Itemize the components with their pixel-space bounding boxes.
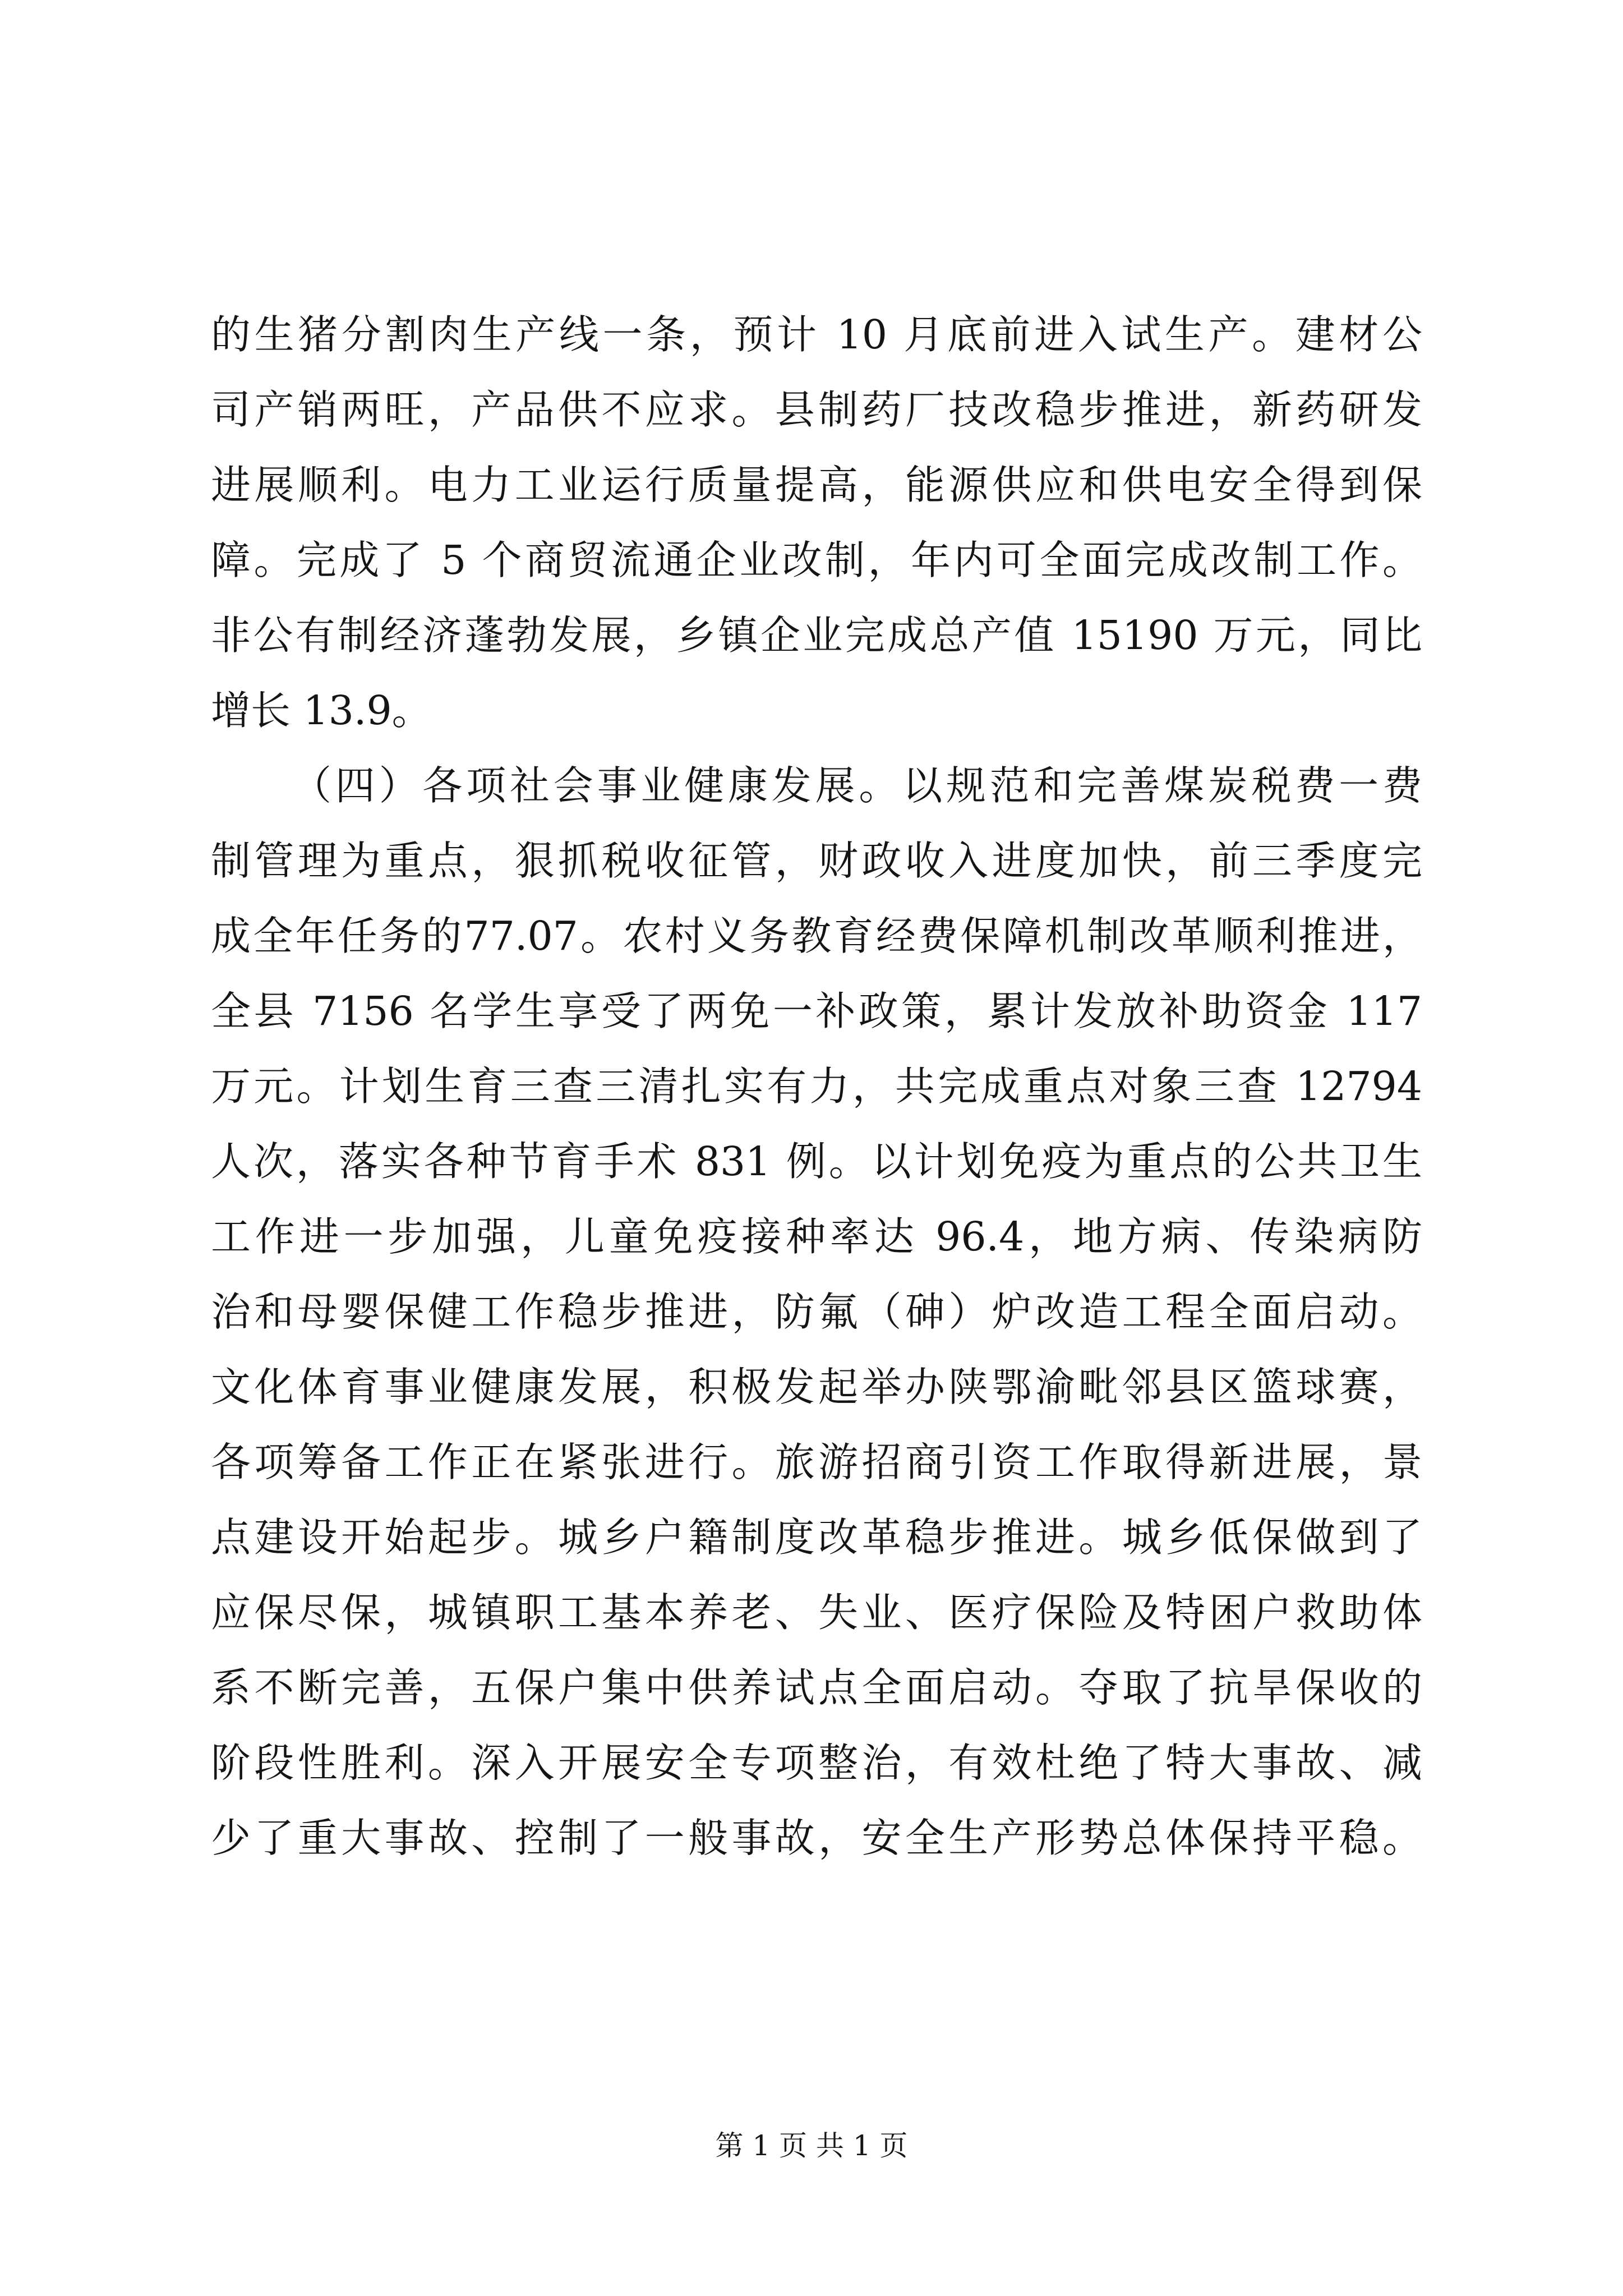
text-line: 的生猪分割肉生产线一条，预计 10 月底前进入试生产。建材公	[211, 311, 1422, 358]
text-line: 增长 13.9。	[211, 687, 432, 734]
paragraph-1	[211, 297, 1422, 748]
text-line: 应保尽保，城镇职工基本养老、失业、医疗保险及特困户救助体	[211, 1589, 1422, 1636]
text-line: 司产销两旺，产品供不应求。县制药厂技改稳步推进，新药研发	[211, 386, 1422, 433]
text-line: 万元。计划生育三查三清扎实有力，共完成重点对象三查 12794	[211, 1063, 1422, 1110]
text-line: 少了重大事故、控制了一般事故，安全生产形势总体保持平稳。	[211, 1815, 1422, 1861]
body-text	[211, 297, 1422, 1876]
text-line: 治和母婴保健工作稳步推进，防氟（砷）炉改造工程全面启动。	[211, 1289, 1422, 1335]
text-line: （四）各项社会事业健康发展。以规范和完善煤炭税费一费	[292, 762, 1422, 809]
text-line: 文化体育事业健康发展，积极发起举办陕鄂渝毗邻县区篮球赛，	[211, 1364, 1422, 1410]
text-line: 进展顺利。电力工业运行质量提高，能源供应和供电安全得到保	[211, 462, 1422, 508]
text-line: 人次，落实各种节育手术 831 例。以计划免疫为重点的公共卫生	[211, 1138, 1422, 1185]
text-line: 点建设开始起步。城乡户籍制度改革稳步推进。城乡低保做到了	[211, 1514, 1422, 1561]
text-line: 工作进一步加强，儿童免疫接种率达 96.4，地方病、传染病防	[211, 1213, 1422, 1260]
paragraph-2	[211, 748, 1422, 1876]
text-line: 制管理为重点，狠抓税收征管，财政收入进度加快，前三季度完	[211, 838, 1422, 884]
text-line: 阶段性胜利。深入开展安全专项整治，有效杜绝了特大事故、减	[211, 1740, 1422, 1786]
text-line: 系不断完善，五保户集中供养试点全面启动。夺取了抗旱保收的	[211, 1664, 1422, 1711]
text-line: 非公有制经济蓬勃发展，乡镇企业完成总产值 15190 万元，同比	[211, 612, 1422, 659]
page-number: 第 1 页 共 1 页	[715, 2129, 908, 2162]
text-line: 各项筹备工作正在紧张进行。旅游招商引资工作取得新进展，景	[211, 1439, 1422, 1485]
text-line: 障。完成了 5 个商贸流通企业改制，年内可全面完成改制工作。	[211, 537, 1422, 583]
text-line: 全县 7156 名学生享受了两免一补政策，累计发放补助资金 117	[211, 988, 1422, 1034]
text-line: 成全年任务的77.07。农村义务教育经费保障机制改革顺利推进，	[211, 913, 1422, 959]
